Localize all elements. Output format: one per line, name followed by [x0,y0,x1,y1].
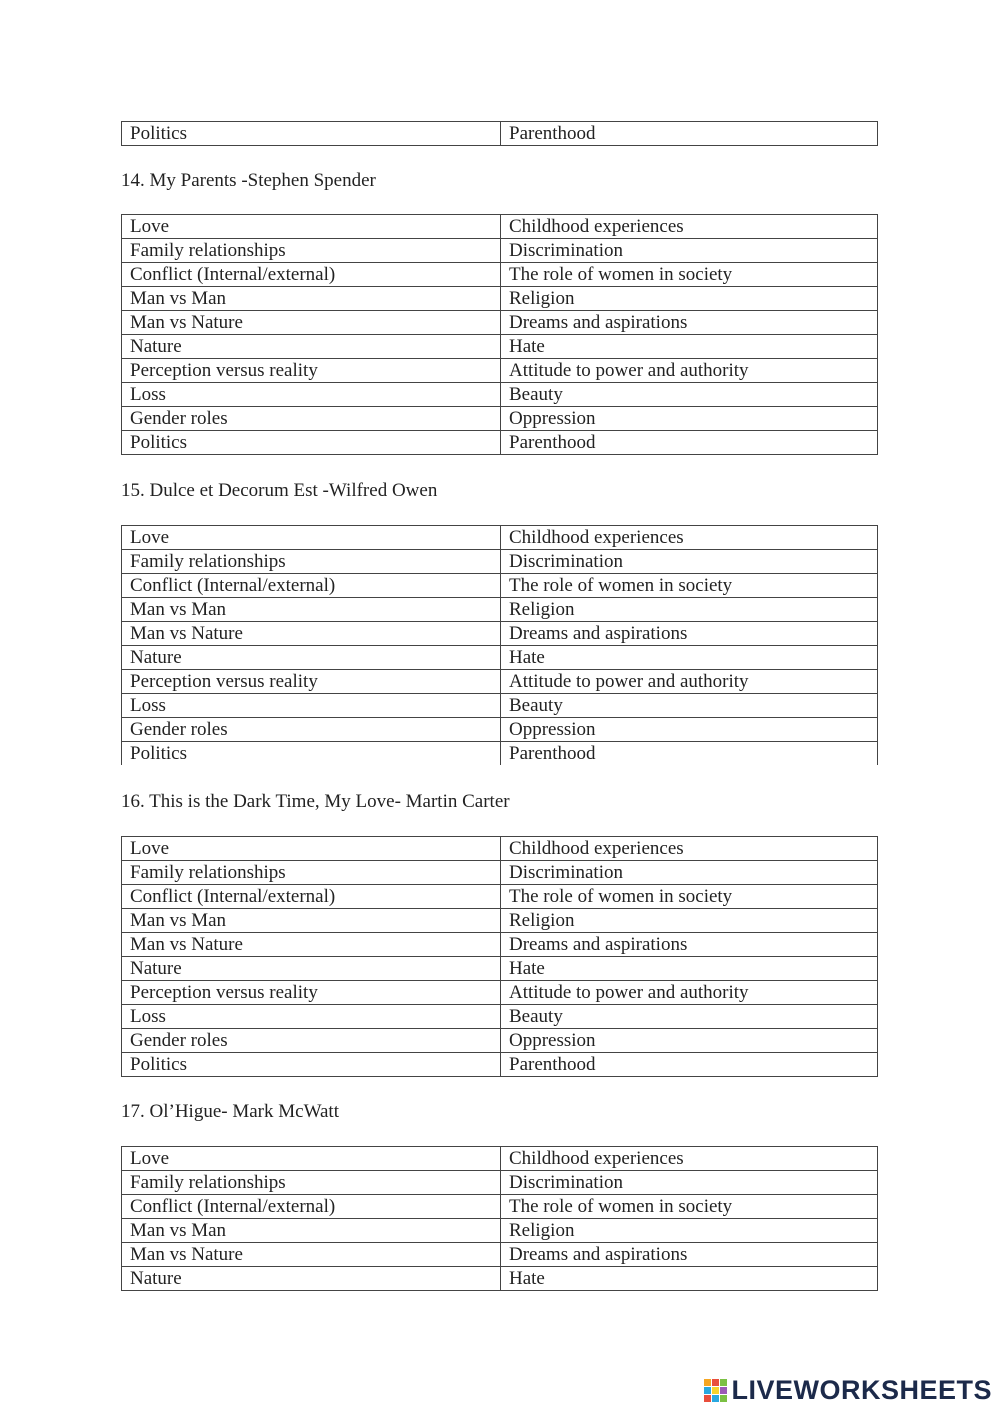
logo-square [712,1387,719,1394]
theme-cell-left: Conflict (Internal/external) [122,885,501,909]
themes-table-17 [121,1146,878,1291]
theme-cell-left: Gender roles [122,1029,501,1053]
theme-cell-right: Childhood experiences [501,837,878,861]
table-row [122,263,878,287]
theme-cell-left: Nature [122,1267,501,1291]
theme-cell-right: Hate [501,646,878,670]
theme-cell-right: Religion [501,598,878,622]
liveworksheets-logo-text: LIVEWORKSHEETS [731,1374,992,1405]
liveworksheets-logo-icon [704,1379,727,1402]
theme-cell-left: Politics [122,431,501,455]
table-row [122,431,878,455]
theme-cell-right: Religion [501,287,878,311]
themes-table-continued [121,121,878,146]
themes-table-14 [121,214,878,455]
theme-cell-left: Politics [122,742,501,766]
table-row [122,1147,878,1171]
theme-cell-left: Love [122,215,501,239]
table-row [122,215,878,239]
table-row [122,909,878,933]
section-heading-16: 16. This is the Dark Time, My Love- Martin Carter [121,791,510,812]
theme-cell-left: Man vs Man [122,1219,501,1243]
theme-cell-right: The role of women in society [501,1195,878,1219]
theme-cell-right: Discrimination [501,239,878,263]
table-row [122,526,878,550]
theme-cell-right: Childhood experiences [501,215,878,239]
theme-cell-left: Perception versus reality [122,359,501,383]
theme-cell-right: Attitude to power and authority [501,359,878,383]
theme-cell-right: The role of women in society [501,574,878,598]
table-row [122,574,878,598]
theme-cell-right: Hate [501,1267,878,1291]
theme-cell-right: Attitude to power and authority [501,981,878,1005]
theme-cell-right: Oppression [501,1029,878,1053]
table-row [122,957,878,981]
table-row [122,311,878,335]
section-heading-14: 14. My Parents -Stephen Spender [121,170,376,191]
table-row [122,718,878,742]
table-row [122,1267,878,1291]
theme-cell-right: Discrimination [501,861,878,885]
theme-cell-right: Dreams and aspirations [501,1243,878,1267]
theme-cell-left: Politics [122,1053,501,1077]
theme-cell-left: Loss [122,694,501,718]
table-row [122,742,878,766]
theme-cell-right: Childhood experiences [501,526,878,550]
logo-square [704,1387,711,1394]
theme-cell-right: The role of women in society [501,263,878,287]
table-row [122,383,878,407]
theme-cell-left: Conflict (Internal/external) [122,574,501,598]
theme-cell-left: Man vs Man [122,909,501,933]
table-row [122,670,878,694]
theme-cell-left: Love [122,1147,501,1171]
table-row [122,885,878,909]
table-row [122,1029,878,1053]
table-row [122,1005,878,1029]
theme-cell-right: Discrimination [501,1171,878,1195]
table-row [122,335,878,359]
theme-cell-left: Man vs Nature [122,311,501,335]
theme-cell-left: Family relationships [122,550,501,574]
theme-cell-left: Loss [122,1005,501,1029]
table-row [122,1053,878,1077]
theme-cell-right: Beauty [501,694,878,718]
theme-cell-left: Conflict (Internal/external) [122,1195,501,1219]
theme-cell-right: Religion [501,1219,878,1243]
theme-cell-left: Perception versus reality [122,981,501,1005]
theme-cell-left: Man vs Man [122,598,501,622]
theme-cell-right: Hate [501,335,878,359]
table-row [122,122,878,146]
theme-cell-right: Dreams and aspirations [501,622,878,646]
theme-cell-right: Attitude to power and authority [501,670,878,694]
theme-cell-left: Family relationships [122,861,501,885]
theme-cell-left: Nature [122,957,501,981]
table-row [122,239,878,263]
theme-cell-right: Dreams and aspirations [501,311,878,335]
theme-cell-left: Man vs Nature [122,622,501,646]
logo-square [720,1395,727,1402]
table-row [122,1171,878,1195]
theme-cell-right: The role of women in society [501,885,878,909]
theme-cell-left: Loss [122,383,501,407]
logo-square [720,1379,727,1386]
logo-square [712,1379,719,1386]
theme-cell-left: Gender roles [122,407,501,431]
table-row [122,550,878,574]
theme-cell-left: Love [122,837,501,861]
table-row [122,287,878,311]
table-row [122,1195,878,1219]
theme-cell-left: Nature [122,335,501,359]
themes-table-16 [121,836,878,1077]
theme-cell-left: Man vs Nature [122,933,501,957]
table-row [122,981,878,1005]
logo-square [720,1387,727,1394]
table-row [122,407,878,431]
theme-cell-right: Beauty [501,383,878,407]
theme-cell-left: Man vs Nature [122,1243,501,1267]
theme-cell-right: Religion [501,909,878,933]
theme-cell-right: Parenthood [501,122,878,146]
theme-cell-right: Discrimination [501,550,878,574]
table-row [122,646,878,670]
theme-cell-right: Oppression [501,407,878,431]
theme-cell-right: Parenthood [501,742,878,766]
table-row [122,598,878,622]
theme-cell-left: Politics [122,122,501,146]
theme-cell-left: Love [122,526,501,550]
liveworksheets-logo [704,1373,992,1407]
section-heading-15: 15. Dulce et Decorum Est -Wilfred Owen [121,480,438,501]
theme-cell-left: Nature [122,646,501,670]
section-heading-17: 17. Ol’Higue- Mark McWatt [121,1101,339,1122]
theme-cell-right: Dreams and aspirations [501,933,878,957]
theme-cell-left: Conflict (Internal/external) [122,263,501,287]
table-row [122,694,878,718]
table-row [122,837,878,861]
table-row [122,359,878,383]
table-row [122,861,878,885]
logo-square [712,1395,719,1402]
table-row [122,622,878,646]
table-row [122,1219,878,1243]
logo-square [704,1395,711,1402]
logo-square [704,1379,711,1386]
theme-cell-left: Family relationships [122,239,501,263]
themes-table-15 [121,525,878,765]
theme-cell-right: Parenthood [501,1053,878,1077]
theme-cell-right: Childhood experiences [501,1147,878,1171]
theme-cell-left: Gender roles [122,718,501,742]
theme-cell-right: Hate [501,957,878,981]
theme-cell-right: Oppression [501,718,878,742]
theme-cell-left: Family relationships [122,1171,501,1195]
theme-cell-left: Perception versus reality [122,670,501,694]
table-row [122,933,878,957]
table-row [122,1243,878,1267]
theme-cell-left: Man vs Man [122,287,501,311]
theme-cell-right: Parenthood [501,431,878,455]
theme-cell-right: Beauty [501,1005,878,1029]
